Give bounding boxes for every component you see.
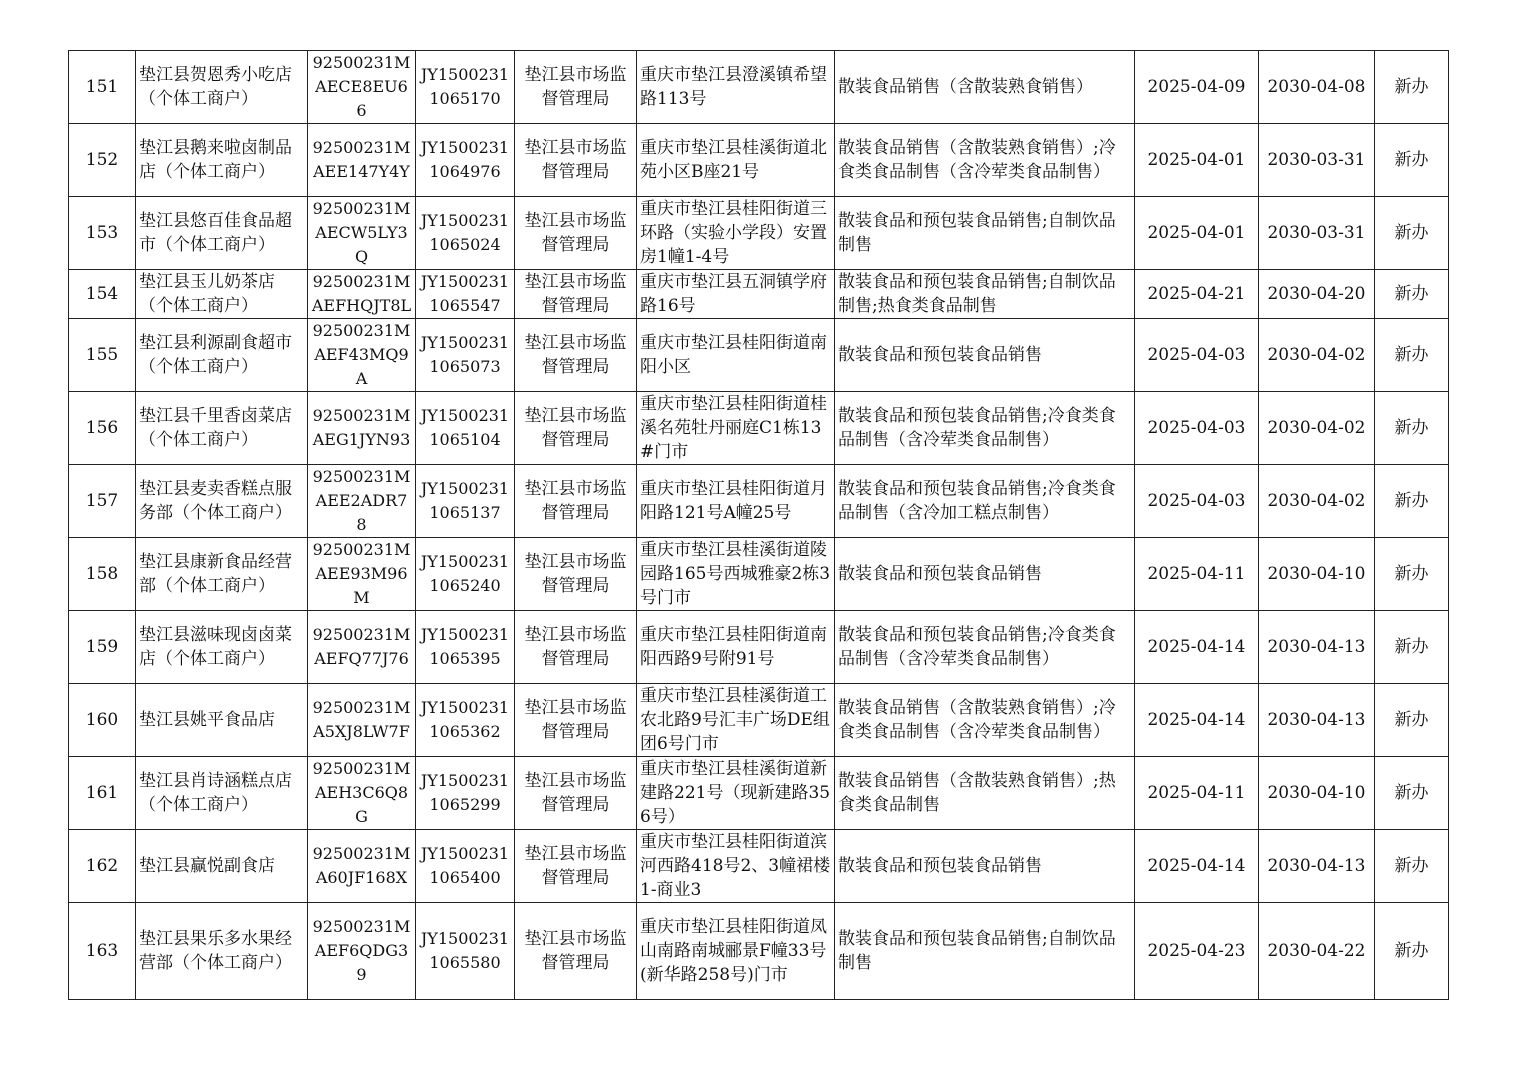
row-number: 162: [69, 830, 136, 903]
table-row: [69, 903, 1449, 1000]
application-type: 新办: [1375, 684, 1449, 757]
credit-code: 92500231MAEF6QDG39: [308, 903, 416, 1000]
valid-until-date: 2030-04-13: [1259, 830, 1375, 903]
business-name: 垫江县利源副食超市（个体工商户）: [136, 319, 308, 392]
credit-code: 92500231MAEH3C6Q8G: [308, 757, 416, 830]
license-number: JY15002311065137: [416, 465, 515, 538]
issuing-authority: 垫江县市场监督管理局: [515, 830, 637, 903]
credit-code: 92500231MA5XJ8LW7F: [308, 684, 416, 757]
issuing-authority: 垫江县市场监督管理局: [515, 392, 637, 465]
table-row: [69, 830, 1449, 903]
table-row: [69, 465, 1449, 538]
valid-until-date: 2030-04-20: [1259, 270, 1375, 319]
license-number: JY15002311065240: [416, 538, 515, 611]
application-type: 新办: [1375, 538, 1449, 611]
table-row: [69, 684, 1449, 757]
credit-code: 92500231MAEE147Y4Y: [308, 124, 416, 197]
business-name: 垫江县悠百佳食品超市（个体工商户）: [136, 197, 308, 270]
valid-until-date: 2030-03-31: [1259, 197, 1375, 270]
business-scope: 散装食品和预包装食品销售;自制饮品制售: [835, 197, 1135, 270]
business-name: 垫江县滋味现卤卤菜店（个体工商户）: [136, 611, 308, 684]
application-type: 新办: [1375, 51, 1449, 124]
credit-code: 92500231MA60JF168X: [308, 830, 416, 903]
issuing-authority: 垫江县市场监督管理局: [515, 465, 637, 538]
table-row: [69, 319, 1449, 392]
license-number: JY15002311065400: [416, 830, 515, 903]
business-name: 垫江县鹅来啦卤制品店（个体工商户）: [136, 124, 308, 197]
business-address: 重庆市垫江县桂阳街道桂溪名苑牡丹丽庭C1栋13#门市: [637, 392, 835, 465]
business-name: 垫江县贺恩秀小吃店（个体工商户）: [136, 51, 308, 124]
application-type: 新办: [1375, 611, 1449, 684]
row-number: 163: [69, 903, 136, 1000]
valid-from-date: 2025-04-03: [1135, 465, 1259, 538]
credit-code: 92500231MAEG1JYN93: [308, 392, 416, 465]
row-number: 151: [69, 51, 136, 124]
business-name: 垫江县姚平食品店: [136, 684, 308, 757]
business-address: 重庆市垫江县桂阳街道滨河西路418号2、3幢裙楼1-商业3: [637, 830, 835, 903]
business-address: 重庆市垫江县桂溪街道新建路221号（现新建路356号）: [637, 757, 835, 830]
license-table: [68, 50, 1449, 1000]
business-scope: 散装食品销售（含散装熟食销售）: [835, 51, 1135, 124]
business-scope: 散装食品和预包装食品销售;自制饮品制售: [835, 903, 1135, 1000]
issuing-authority: 垫江县市场监督管理局: [515, 757, 637, 830]
valid-until-date: 2030-04-10: [1259, 757, 1375, 830]
business-name: 垫江县果乐多水果经营部（个体工商户）: [136, 903, 308, 1000]
business-scope: 散装食品和预包装食品销售;冷食类食品制售（含冷荤类食品制售）: [835, 611, 1135, 684]
valid-until-date: 2030-04-02: [1259, 319, 1375, 392]
business-scope: 散装食品销售（含散装熟食销售）;冷食类食品制售（含冷荤类食品制售）: [835, 124, 1135, 197]
business-scope: 散装食品和预包装食品销售: [835, 538, 1135, 611]
business-name: 垫江县康新食品经营部（个体工商户）: [136, 538, 308, 611]
business-scope: 散装食品和预包装食品销售;冷食类食品制售（含冷荤类食品制售）: [835, 392, 1135, 465]
application-type: 新办: [1375, 270, 1449, 319]
table-row: [69, 197, 1449, 270]
credit-code: 92500231MAEE93M96M: [308, 538, 416, 611]
credit-code: 92500231MAECW5LY3Q: [308, 197, 416, 270]
table-row: [69, 611, 1449, 684]
table-row: [69, 124, 1449, 197]
valid-from-date: 2025-04-14: [1135, 830, 1259, 903]
business-address: 重庆市垫江县桂阳街道月阳路121号A幢25号: [637, 465, 835, 538]
row-number: 157: [69, 465, 136, 538]
license-number: JY15002311065547: [416, 270, 515, 319]
valid-until-date: 2030-04-10: [1259, 538, 1375, 611]
valid-until-date: 2030-03-31: [1259, 124, 1375, 197]
row-number: 159: [69, 611, 136, 684]
issuing-authority: 垫江县市场监督管理局: [515, 684, 637, 757]
valid-from-date: 2025-04-14: [1135, 684, 1259, 757]
business-address: 重庆市垫江县桂溪街道陵园路165号西城雅豪2栋3号门市: [637, 538, 835, 611]
license-number: JY15002311065104: [416, 392, 515, 465]
credit-code: 92500231MAEFQ77J76: [308, 611, 416, 684]
business-scope: 散装食品销售（含散装熟食销售）;冷食类食品制售（含冷荤类食品制售）: [835, 684, 1135, 757]
row-number: 156: [69, 392, 136, 465]
valid-from-date: 2025-04-01: [1135, 197, 1259, 270]
business-name: 垫江县麦卖香糕点服务部（个体工商户）: [136, 465, 308, 538]
row-number: 158: [69, 538, 136, 611]
license-number: JY15002311065170: [416, 51, 515, 124]
issuing-authority: 垫江县市场监督管理局: [515, 538, 637, 611]
row-number: 153: [69, 197, 136, 270]
application-type: 新办: [1375, 319, 1449, 392]
issuing-authority: 垫江县市场监督管理局: [515, 124, 637, 197]
business-name: 垫江县玉儿奶茶店（个体工商户）: [136, 270, 308, 319]
business-address: 重庆市垫江县桂溪街道北苑小区B座21号: [637, 124, 835, 197]
application-type: 新办: [1375, 124, 1449, 197]
valid-until-date: 2030-04-13: [1259, 684, 1375, 757]
valid-from-date: 2025-04-11: [1135, 538, 1259, 611]
application-type: 新办: [1375, 903, 1449, 1000]
license-number: JY15002311065024: [416, 197, 515, 270]
valid-until-date: 2030-04-13: [1259, 611, 1375, 684]
valid-from-date: 2025-04-11: [1135, 757, 1259, 830]
issuing-authority: 垫江县市场监督管理局: [515, 611, 637, 684]
valid-from-date: 2025-04-21: [1135, 270, 1259, 319]
table-row: [69, 51, 1449, 124]
valid-from-date: 2025-04-03: [1135, 392, 1259, 465]
issuing-authority: 垫江县市场监督管理局: [515, 197, 637, 270]
business-name: 垫江县肖诗涵糕点店（个体工商户）: [136, 757, 308, 830]
table-row: [69, 538, 1449, 611]
issuing-authority: 垫江县市场监督管理局: [515, 51, 637, 124]
table-row: [69, 270, 1449, 319]
license-number: JY15002311065395: [416, 611, 515, 684]
valid-from-date: 2025-04-09: [1135, 51, 1259, 124]
valid-from-date: 2025-04-01: [1135, 124, 1259, 197]
issuing-authority: 垫江县市场监督管理局: [515, 903, 637, 1000]
application-type: 新办: [1375, 757, 1449, 830]
business-address: 重庆市垫江县桂阳街道凤山南路南城郦景F幢33号(新华路258号)门市: [637, 903, 835, 1000]
license-number: JY15002311065073: [416, 319, 515, 392]
license-number: JY15002311065299: [416, 757, 515, 830]
business-address: 重庆市垫江县桂阳街道南阳西路9号附91号: [637, 611, 835, 684]
business-address: 重庆市垫江县桂阳街道三环路（实验小学段）安置房1幢1-4号: [637, 197, 835, 270]
valid-until-date: 2030-04-08: [1259, 51, 1375, 124]
application-type: 新办: [1375, 392, 1449, 465]
business-name: 垫江县赢悦副食店: [136, 830, 308, 903]
row-number: 161: [69, 757, 136, 830]
issuing-authority: 垫江县市场监督管理局: [515, 270, 637, 319]
business-scope: 散装食品和预包装食品销售;自制饮品制售;热食类食品制售: [835, 270, 1135, 319]
application-type: 新办: [1375, 830, 1449, 903]
business-address: 重庆市垫江县五洞镇学府路16号: [637, 270, 835, 319]
row-number: 154: [69, 270, 136, 319]
business-scope: 散装食品和预包装食品销售: [835, 319, 1135, 392]
business-address: 重庆市垫江县澄溪镇希望路113号: [637, 51, 835, 124]
application-type: 新办: [1375, 197, 1449, 270]
license-number: JY15002311065362: [416, 684, 515, 757]
business-address: 重庆市垫江县桂溪街道工农北路9号汇丰广场DE组团6号门市: [637, 684, 835, 757]
license-number: JY15002311064976: [416, 124, 515, 197]
valid-from-date: 2025-04-14: [1135, 611, 1259, 684]
table-row: [69, 757, 1449, 830]
row-number: 160: [69, 684, 136, 757]
business-scope: 散装食品和预包装食品销售;冷食类食品制售（含冷加工糕点制售）: [835, 465, 1135, 538]
license-number: JY15002311065580: [416, 903, 515, 1000]
business-name: 垫江县千里香卤菜店（个体工商户）: [136, 392, 308, 465]
credit-code: 92500231MAECE8EU66: [308, 51, 416, 124]
credit-code: 92500231MAEFHQJT8L: [308, 270, 416, 319]
issuing-authority: 垫江县市场监督管理局: [515, 319, 637, 392]
valid-from-date: 2025-04-23: [1135, 903, 1259, 1000]
valid-until-date: 2030-04-22: [1259, 903, 1375, 1000]
table-row: [69, 392, 1449, 465]
business-scope: 散装食品和预包装食品销售: [835, 830, 1135, 903]
business-scope: 散装食品销售（含散装熟食销售）;热食类食品制售: [835, 757, 1135, 830]
valid-until-date: 2030-04-02: [1259, 392, 1375, 465]
valid-from-date: 2025-04-03: [1135, 319, 1259, 392]
credit-code: 92500231MAEE2ADR78: [308, 465, 416, 538]
business-address: 重庆市垫江县桂阳街道南阳小区: [637, 319, 835, 392]
row-number: 152: [69, 124, 136, 197]
credit-code: 92500231MAEF43MQ9A: [308, 319, 416, 392]
application-type: 新办: [1375, 465, 1449, 538]
row-number: 155: [69, 319, 136, 392]
valid-until-date: 2030-04-02: [1259, 465, 1375, 538]
